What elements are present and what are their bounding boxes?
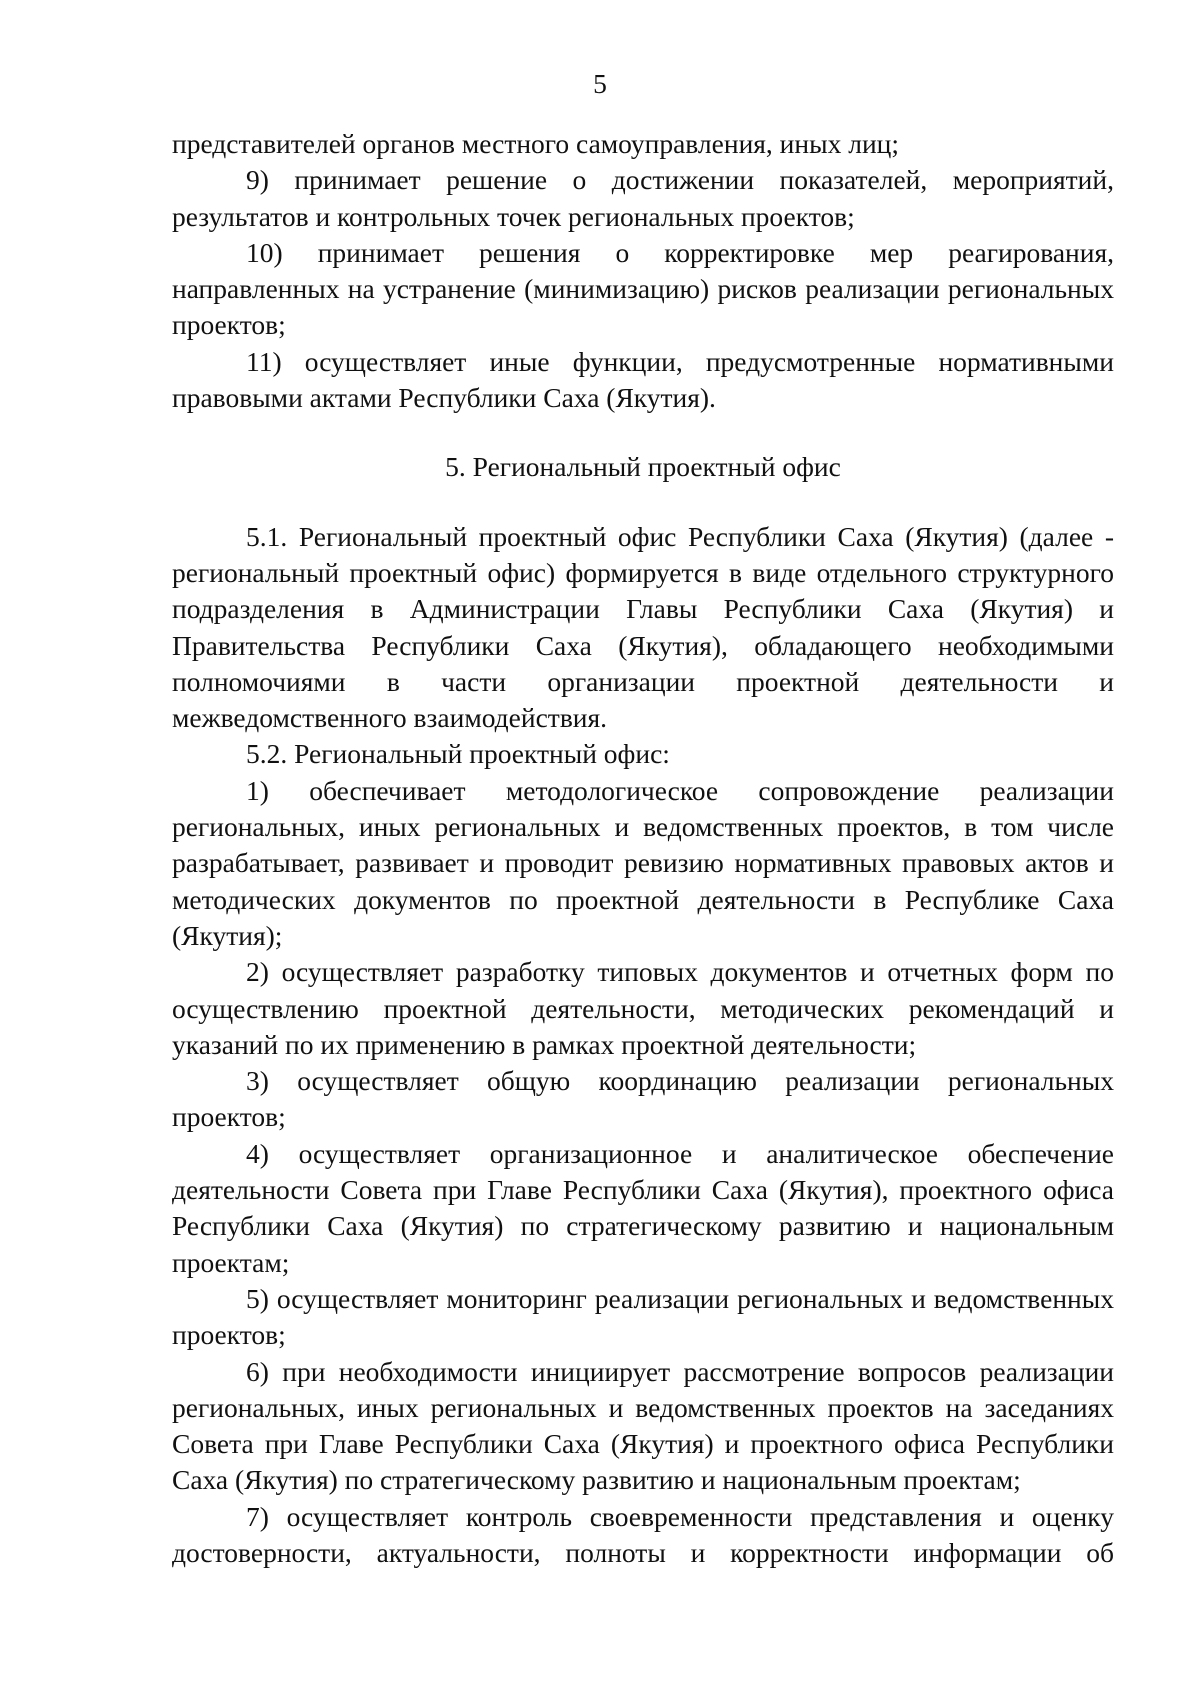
paragraph: 11) осуществляет иные функции, предусмотренные нормативными правовыми актами Республики Саха (Якутия). <box>172 345 1114 414</box>
paragraph: 4) осуществляет организационное и аналитическое обеспечение деятельности Совета при Главе Республики Саха (Якутия), проектного офиса Республики Саха (Якутия) по стратегическому развитию и национальным проектам; <box>172 1137 1114 1278</box>
paragraph-group-after-heading <box>172 519 1114 1572</box>
document-body <box>172 126 1114 1571</box>
paragraph: 2) осуществляет разработку типовых документов и отчетных форм по осуществлению проектной деятельности, методических рекомендаций и указаний по их применению в рамках проектной деятельности; <box>172 956 1114 1060</box>
paragraph: 3) осуществляет общую координацию реализации региональных проектов; <box>172 1065 1114 1133</box>
paragraph-group-before-heading <box>172 126 1114 416</box>
paragraph: 10) принимает решения о корректировке мер реагирования, направленных на устранение (минимизацию) рисков реализации региональных проектов; <box>172 236 1114 341</box>
paragraph: 9) принимает решение о достижении показателей, мероприятий, результатов и контрольных точек региональных проектов; <box>172 164 1114 232</box>
paragraph: 7) осуществляет контроль своевременности представления и оценку достоверности, актуальности, полноты и корректности информации об <box>172 1500 1114 1568</box>
paragraph: 5.1. Региональный проектный офис Республики Саха (Якутия) (далее - региональный проектный офис) формируется в виде отдельного структурного подразделения в Администрации Главы Республики Саха (Якутия) и Правительства Республики Саха (Якутия), обладающего необходимыми полномочиями в части организации проектной деятельности и межведомственного взаимодействия. <box>172 520 1114 734</box>
page-number: 5 <box>593 68 607 99</box>
section-heading: 5. Региональный проектный офис <box>445 451 841 483</box>
paragraph: 5) осуществляет мониторинг реализации региональных и ведомственных проектов; <box>172 1282 1114 1351</box>
paragraph: 5.2. Региональный проектный офис: <box>246 738 670 770</box>
paragraph: 6) при необходимости инициирует рассмотрение вопросов реализации региональных, иных региональных и ведомственных проектов на заседаниях Совета при Главе Республики Саха (Якутия) и проектного офиса Республики Саха (Якутия) по стратегическому развитию и национальным проектам; <box>172 1355 1114 1496</box>
paragraph: 1) обеспечивает методологическое сопровождение реализации региональных, иных региональных и ведомственных проектов, в том числе разрабатывает, развивает и проводит ревизию нормативных правовых актов и методических документов по проектной деятельности в Республике Саха (Якутия); <box>172 774 1114 951</box>
paragraph: представителей органов местного самоуправления, иных лиц; <box>172 128 900 159</box>
